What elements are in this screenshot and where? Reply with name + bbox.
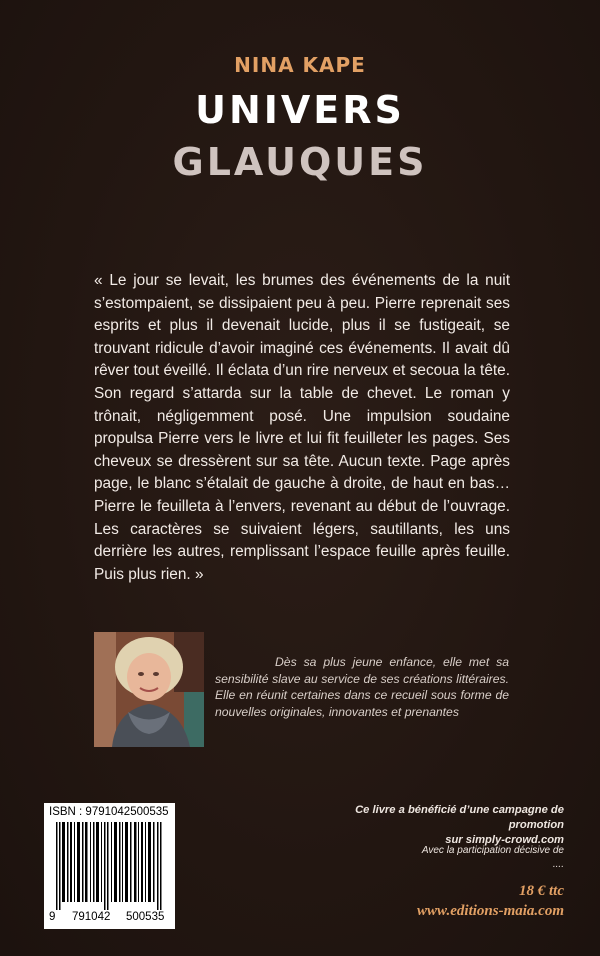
barcode-digit-group-2: 500535 [126, 911, 165, 923]
book-excerpt [94, 270, 510, 586]
excerpt-text: « Le jour se levait, les brumes des événements de la nuit s’estompaient, se dissipaient peu à peu. Pierre reprenait ses esprits et plus il devenait lucide, plus il se fustigeait, se trouvant ridicule d’avoir imaginé ces événements. Il avait dû rêver tout éveillé. Il éclata d’un rire nerveux et secoua la tête. Son regard s’attarda sur la table de chevet. Le roman y trônait, négligemment posé. Une impulsion soudaine propulsa Pierre vers le livre et lui fit feuilleter les pages. Ses cheveux se dressèrent sur sa tête. Aucun texte. Page après page, le blanc s’étalait de gauche à droite, de haut en bas… Pierre le feuilleta à l’envers, revenant au début de l’ouvrage. Les caractères se suivaient légers, sautillants, les uns derrière les autres, remplissant l’espace feuille après feuille. Puis plus rien. » [94, 272, 510, 583]
participation-line-2: .... [552, 859, 564, 870]
promotion-line-1: Ce livre a bénéficié d’une campagne de promotion [355, 804, 564, 831]
publisher-website: www.editions-maia.com [417, 903, 564, 919]
isbn-label: ISBN : 9791042500535 [49, 806, 169, 818]
book-title-line-1: UNIVERS [195, 88, 405, 132]
participation-note [300, 844, 564, 872]
book-price: 18 € ttc [519, 883, 564, 899]
author-portrait-image [94, 632, 204, 747]
book-title-line-2: GLAUQUES [172, 140, 428, 184]
barcode-digit-lead: 9 [49, 911, 56, 923]
promotion-line-2: sur simply-crowd.com [445, 834, 564, 846]
participation-line-1: Avec la participation décisive de [421, 845, 564, 856]
promotion-note [300, 803, 564, 848]
author-bio: Dès sa plus jeune enfance, elle met sa sensibilité slave au service de ses créations littéraires. Elle en réunit certaines dans ce recueil sous forme de nouvelles originales, innovantes et prenantes [215, 655, 509, 719]
barcode-bars [48, 822, 171, 910]
barcode-digit-group-1: 791042 [72, 911, 111, 923]
isbn-barcode [44, 803, 175, 929]
author-photo [94, 632, 204, 747]
author-name: NINA KAPE [234, 53, 366, 77]
